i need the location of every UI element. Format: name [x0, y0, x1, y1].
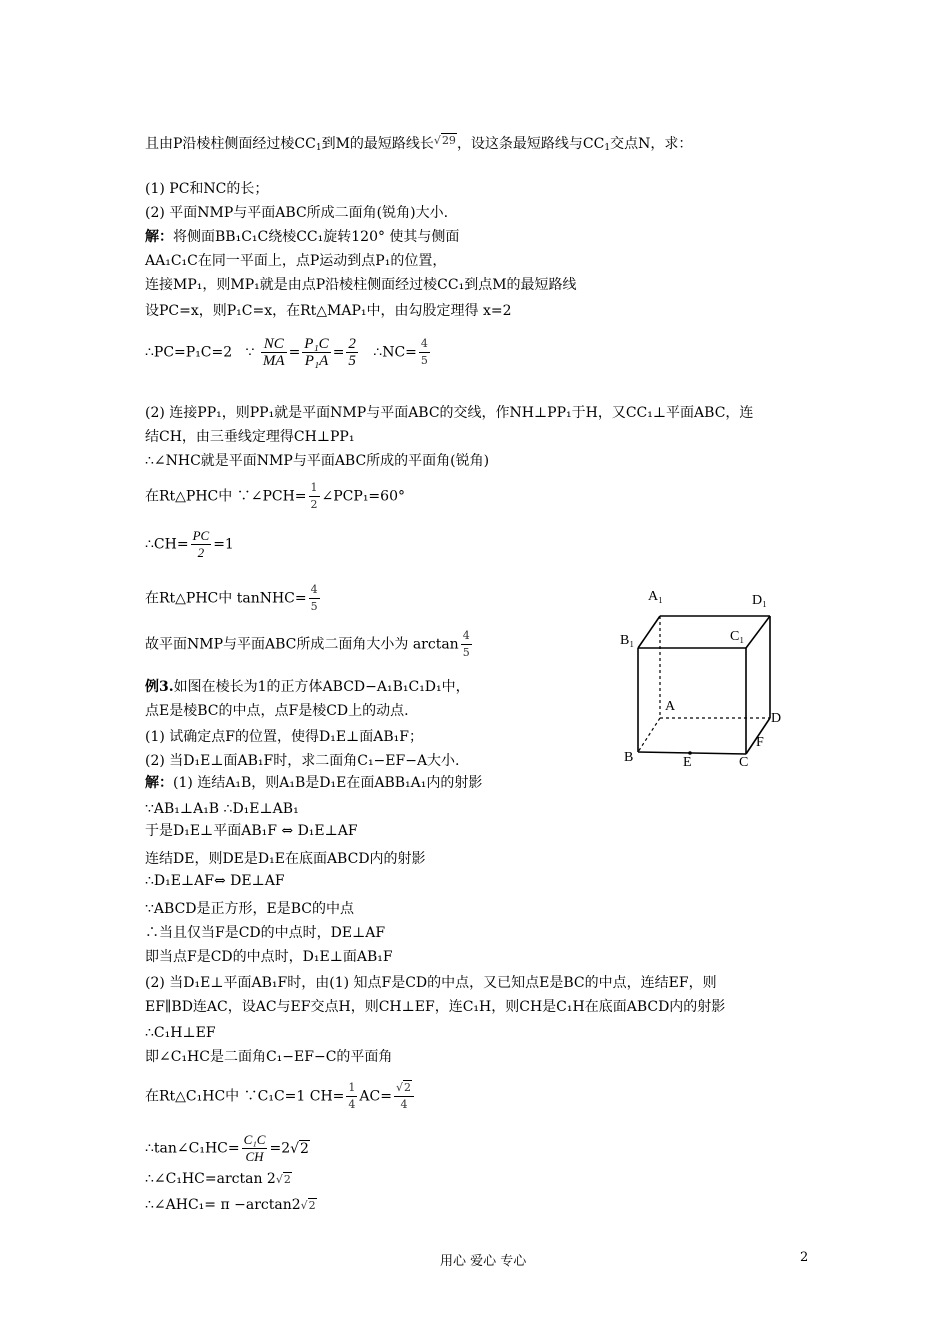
example-3-solution-6: ∵ABCD是正方形，E是BC的中点: [145, 901, 354, 917]
fraction-1-2: $\frac{1}{2}$: [310, 481, 318, 511]
edge-ab: [638, 718, 660, 752]
solution-line-3: 连接MP₁，则MP₁就是由点P沿棱柱侧面经过棱CC₁到点M的最短路线: [145, 277, 577, 293]
example-3-line-4: (2) 当D₁E⊥面AB₁F时，求二面角C₁−EF−A大小.: [145, 753, 460, 769]
line-intro: 且由P沿棱柱侧面经过棱$CC_1$到M的最短路线长√29，设这条最短路线与$CC_1$交点N，求：: [145, 134, 693, 153]
question-1: (1) PC和NC的长；: [145, 181, 269, 197]
example-3-solution-3: 于是D₁E⊥平面AB₁F ⇔ D₁E⊥AF: [145, 823, 358, 839]
example-3-solution-10: EF∥BD连AC，设AC与EF交点H，则CH⊥EF，连C₁H，则CH是C₁H在底面ABCD内的射影: [145, 999, 726, 1015]
footer-slogan: 用心 爱心 专心: [440, 1254, 527, 1269]
example-3-solution-2: ∵AB₁⊥A₁B ∴D₁E⊥AB₁: [145, 801, 299, 817]
question-2: (2) 平面NMP与平面ABC所成二面角(锐角)大小.: [145, 205, 449, 221]
part2-line-6: 在Rt△PHC中 tanNHC= $\frac{4}{5}$: [145, 583, 318, 613]
example-3-solution-12: 即∠C₁HC是二面角C₁−EF−C的平面角: [145, 1049, 393, 1065]
solution-line-1: 解：将侧面BB₁C₁C绕棱CC₁旋转120° 使其与侧面: [145, 229, 460, 245]
label-b: B: [624, 750, 634, 765]
label-c: C: [739, 755, 749, 770]
fraction-nc-ma: $\frac{NC}{MA}$: [262, 336, 285, 369]
edge-b1a1: [638, 616, 660, 648]
sqrt-29: √29: [433, 134, 456, 147]
fraction-p1c-p1a: $\frac{\text{P₁C}}{\text{P₁A}}$: [304, 336, 329, 369]
example-3-line-2: 点E是棱BC的中点，点F是棱CD上的动点.: [145, 703, 409, 719]
label-b1: B₁: [620, 633, 635, 648]
fraction-4-5: $\frac{4}{5}$: [420, 337, 428, 367]
fraction-4-5-b: $\frac{4}{5}$: [310, 583, 318, 613]
fraction-sqrt2-4: $\frac{√2}{4}$: [394, 1080, 414, 1113]
example-3-solution-5: ∴D₁E⊥AF⇔ DE⊥AF: [145, 873, 285, 889]
example-3-line-3: (1) 试确定点F的位置，使得D₁E⊥面AB₁F；: [145, 729, 423, 745]
solution-line-4: 设PC=x，则P₁C=x，在Rt△MAP₁中，由勾股定理得 x=2: [145, 303, 512, 319]
example-3-solution-4: 连结DE，则DE是D₁E在底面ABCD内的射影: [145, 851, 426, 867]
example-3-solution-7: ∴当且仅当F是CD的中点时，DE⊥AF: [145, 925, 386, 941]
solution-line-2: AA₁C₁C在同一平面上，点P运动到点P₁的位置，: [145, 253, 447, 269]
example-3-solution-9: (2) 当D₁E⊥平面AB₁F时，由(1) 知点F是CD的中点，又已知点E是BC的中点，连结EF，则: [145, 975, 717, 991]
part2-line-5: ∴CH= $\frac{PC}{2}$ =1: [145, 528, 234, 560]
fraction-pc-2: $\frac{PC}{2}$: [192, 528, 210, 560]
label-d1: D₁: [752, 593, 767, 608]
example-3-solution-16: ∴∠AHC₁= π −arctan2√2: [145, 1197, 316, 1213]
part2-conclusion: 故平面NMP与平面ABC所成二面角大小为 arctan $\frac{4}{5}$: [145, 629, 470, 659]
edge-c1d1: [746, 616, 770, 648]
part2-line-2: 结CH，由三垂线定理得CH⊥PP₁: [145, 429, 355, 445]
part2-line-4: 在Rt△PHC中 ∵∠PCH= $\frac{1}{2}$ ∠PCP₁=60°: [145, 481, 405, 511]
example-3-solution-1: 解：(1) 连结A₁B，则A₁B是D₁E在面ABB₁A₁内的射影: [145, 775, 483, 791]
example-3-solution-15: ∴∠C₁HC=arctan 2√2: [145, 1171, 291, 1187]
fraction-4-5-c: $\frac{4}{5}$: [462, 629, 470, 659]
label-a: A: [665, 699, 676, 714]
label-e: E: [683, 755, 692, 770]
example-3-solution-14: ∴tan∠C₁HC= $\frac{\text{C₁C}}{CH}$ =2√2: [145, 1132, 309, 1164]
part2-line-1: (2) 连接PP₁，则PP₁就是平面NMP与平面ABC的交线，作NH⊥PP₁于H，又CC₁⊥平面ABC，连: [145, 405, 754, 421]
example-3-solution-13: 在Rt△C₁HC中 ∵C₁C=1 CH= $\frac{1}{4}$ AC= $\frac{√2}{4}$: [145, 1080, 416, 1113]
fraction-c1c-ch: $\frac{\text{C₁C}}{CH}$: [243, 1132, 266, 1164]
cube-figure: [610, 582, 810, 772]
example-3-line-1: 例3.如图在棱长为1的正方体ABCD−A₁B₁C₁D₁中，: [145, 679, 470, 695]
fraction-1-4: $\frac{1}{4}$: [348, 1081, 356, 1111]
label-f: F: [756, 735, 764, 750]
label-c1: C₁: [730, 629, 745, 644]
label-d: D: [771, 711, 782, 726]
fraction-2-5: $\frac{2}{5}$: [348, 336, 356, 369]
solution-line-5: ∴PC=P₁C=2 ∵ $\frac{NC}{MA}$ = $\frac{\text{P₁C}}{\text{P₁A}}$ = $\frac{2}{5}$ ∴NC= $\frac{4}{5}$: [145, 336, 428, 369]
example-3-solution-8: 即当点F是CD的中点时，D₁E⊥面AB₁F: [145, 949, 393, 965]
page-number: 2: [800, 1250, 809, 1265]
label-a1: A₁: [648, 589, 663, 604]
example-3-solution-11: ∴C₁H⊥EF: [145, 1025, 216, 1041]
edge-bc: [638, 752, 746, 754]
part2-line-3: ∴∠NHC就是平面NMP与平面ABC所成的平面角(锐角): [145, 453, 490, 469]
